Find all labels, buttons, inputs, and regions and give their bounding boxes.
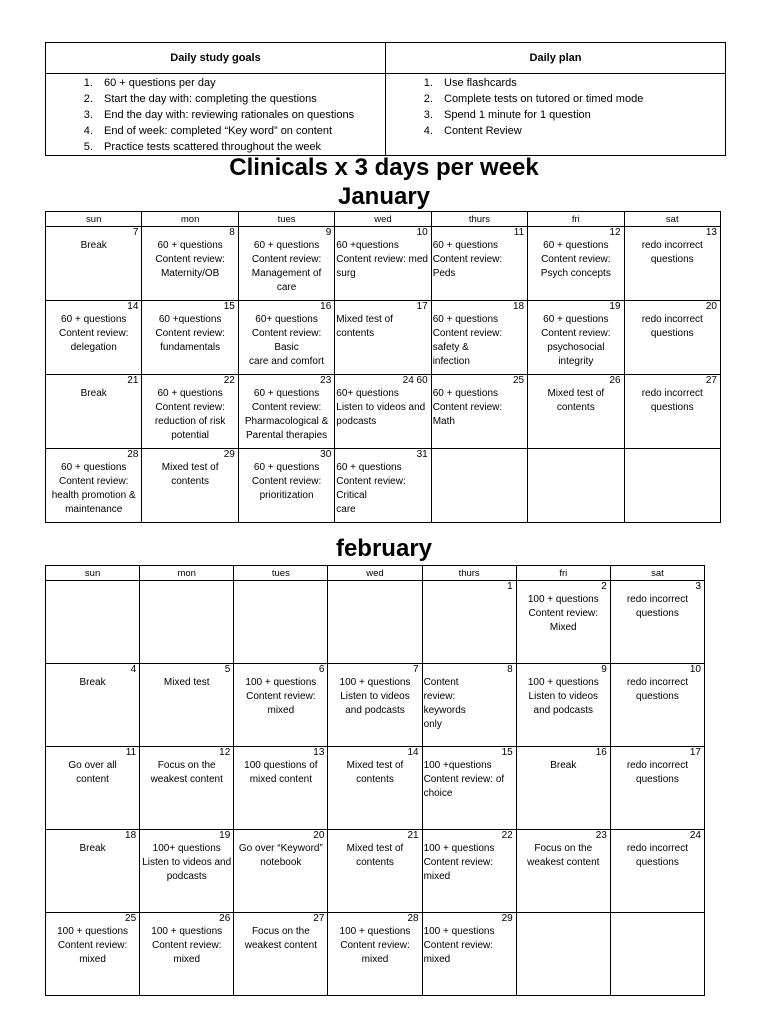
day-number: 8 bbox=[507, 664, 513, 675]
day-plan-text: 60 + questions Content review: health promotion & maintenance bbox=[51, 462, 136, 515]
day-plan-text: redo incorrect questions bbox=[641, 240, 703, 265]
weekday-header: wed bbox=[328, 566, 422, 581]
day-number bbox=[432, 449, 527, 461]
day-plan-text: Mixed test of contents bbox=[346, 843, 404, 868]
calendar-day-cell bbox=[234, 913, 328, 996]
calendar-day-cell bbox=[46, 913, 140, 996]
calendar-day-cell bbox=[238, 375, 334, 449]
day-plan-text: Go over “Keyword” notebook bbox=[238, 843, 323, 868]
day-plan-text: 100 + questions Content review: mixed bbox=[151, 926, 223, 965]
day-plan-text: 100 + questions Content review: mixed bbox=[245, 677, 317, 716]
calendar-day-cell bbox=[140, 913, 234, 996]
calendar-day-cell bbox=[46, 301, 142, 375]
day-number: 9 bbox=[325, 227, 332, 238]
day-number: 10 bbox=[416, 227, 428, 238]
calendar-day-cell bbox=[516, 747, 610, 830]
day-plan-text: 60+ questions Content review: Basic care and comfort bbox=[249, 314, 325, 367]
day-plan-text: 100 + questions Content review: mixed bbox=[423, 843, 495, 882]
january-calendar bbox=[45, 211, 721, 523]
daily-plan-header: Daily plan bbox=[386, 43, 726, 74]
calendar-day-cell bbox=[610, 830, 704, 913]
weekday-header-row bbox=[46, 566, 705, 581]
calendar-day-cell bbox=[431, 227, 527, 301]
day-plan-text: Focus on the weakest content bbox=[244, 926, 317, 951]
day-plan-text: 100 + questions Content review: mixed bbox=[57, 926, 129, 965]
weekday-header: mon bbox=[140, 566, 234, 581]
calendar-day-cell bbox=[140, 581, 234, 664]
day-plan-text: 60 + questions Content review: prioritization bbox=[251, 462, 322, 501]
calendar-day-cell bbox=[142, 301, 238, 375]
calendar-day-cell bbox=[528, 449, 624, 523]
day-plan-text: 60 + questions Content review: Management of care bbox=[251, 240, 322, 293]
day-number: 23 bbox=[595, 830, 607, 841]
day-number: 21 bbox=[127, 375, 139, 386]
day-number: 21 bbox=[407, 830, 419, 841]
calendar-day-cell bbox=[140, 830, 234, 913]
day-number: 10 bbox=[689, 664, 701, 675]
day-plan-text: Go over all content bbox=[68, 760, 117, 785]
day-number: 22 bbox=[501, 830, 513, 841]
day-number: 16 bbox=[320, 301, 332, 312]
calendar-day-cell bbox=[335, 301, 431, 375]
day-plan-text: 60 + questions Content review: Critical care bbox=[336, 462, 406, 515]
day-plan-text: Break bbox=[79, 677, 106, 688]
daily-goals-cell bbox=[46, 74, 386, 156]
goal-item: 5. Practice tests scattered throughout the week bbox=[96, 139, 385, 155]
calendar-day-cell bbox=[422, 664, 516, 747]
calendar-day-cell bbox=[528, 301, 624, 375]
calendar-day-cell bbox=[328, 747, 422, 830]
weekday-header: wed bbox=[335, 212, 431, 227]
day-number: 13 bbox=[313, 747, 325, 758]
calendar-day-cell bbox=[140, 747, 234, 830]
plan-item: 3. Spend 1 minute for 1 question bbox=[436, 107, 725, 123]
day-plan-text: 60 + questions Content review: delegation bbox=[58, 314, 129, 353]
day-number: 7 bbox=[132, 227, 139, 238]
calendar-day-cell bbox=[624, 375, 720, 449]
goal-item: 2. Start the day with: completing the questions bbox=[96, 91, 385, 107]
day-number: 1 bbox=[507, 581, 513, 592]
calendar-day-cell bbox=[46, 581, 140, 664]
day-plan-text: 60 + questions Content review: psychosocial integrity bbox=[541, 314, 611, 367]
calendar-day-cell bbox=[46, 747, 140, 830]
day-number: 20 bbox=[705, 301, 717, 312]
weekday-header: mon bbox=[142, 212, 238, 227]
calendar-week-row bbox=[46, 581, 705, 664]
calendar-week-row bbox=[46, 913, 705, 996]
day-number: 19 bbox=[219, 830, 231, 841]
weekday-header: sun bbox=[46, 212, 142, 227]
calendar-day-cell bbox=[335, 227, 431, 301]
day-plan-text: 100+ questions Listen to videos and podcasts bbox=[142, 843, 232, 882]
day-plan-text: redo incorrect questions bbox=[626, 760, 688, 785]
calendar-day-cell bbox=[234, 581, 328, 664]
day-plan-text: 60 +questions Content review: fundamentals bbox=[155, 314, 225, 353]
day-plan-text: 60 + questions Content review: safety & infection bbox=[432, 314, 503, 367]
day-plan-text: 60 + questions Content review: Maternity/OB bbox=[155, 240, 225, 279]
calendar-day-cell bbox=[610, 913, 704, 996]
day-number: 12 bbox=[609, 227, 621, 238]
day-number: 18 bbox=[512, 301, 525, 312]
calendar-day-cell bbox=[431, 449, 527, 523]
day-number: 16 bbox=[595, 747, 607, 758]
day-number: 14 bbox=[127, 301, 139, 312]
calendar-day-cell bbox=[422, 581, 516, 664]
day-plan-text: 60 + questions Content review: Peds bbox=[432, 240, 503, 279]
weekday-header: fri bbox=[516, 566, 610, 581]
goal-item: 3. End the day with: reviewing rationales on questions bbox=[96, 107, 385, 123]
day-number bbox=[234, 581, 327, 593]
weekday-header: sun bbox=[46, 566, 140, 581]
day-number: 30 bbox=[320, 449, 332, 460]
calendar-week-row bbox=[46, 449, 721, 523]
calendar-day-cell bbox=[238, 301, 334, 375]
calendar-week-row bbox=[46, 830, 705, 913]
day-number: 25 bbox=[512, 375, 525, 386]
day-number: 24 bbox=[689, 830, 701, 841]
study-goals-table bbox=[45, 42, 726, 156]
plan-item: 4. Content Review bbox=[436, 123, 725, 139]
calendar-day-cell bbox=[624, 227, 720, 301]
day-number bbox=[46, 581, 139, 593]
calendar-week-row bbox=[46, 227, 721, 301]
day-number: 24 60 bbox=[402, 375, 428, 386]
day-plan-text: Mixed test bbox=[163, 677, 210, 688]
day-number: 9 bbox=[601, 664, 607, 675]
day-number: 20 bbox=[313, 830, 325, 841]
calendar-week-row bbox=[46, 375, 721, 449]
calendar-day-cell bbox=[328, 830, 422, 913]
day-number: 26 bbox=[219, 913, 231, 924]
calendar-week-row bbox=[46, 747, 705, 830]
calendar-day-cell bbox=[422, 747, 516, 830]
day-number: 22 bbox=[223, 375, 235, 386]
daily-goals-list bbox=[46, 75, 385, 155]
calendar-day-cell bbox=[238, 227, 334, 301]
day-number: 23 bbox=[320, 375, 332, 386]
day-number: 11 bbox=[125, 747, 137, 758]
day-plan-text: 60 + questions Content review: Math bbox=[432, 388, 503, 427]
day-plan-text: 100 + questions Content review: Mixed bbox=[527, 594, 599, 633]
day-plan-text: 100 + questions Content review: mixed bbox=[423, 926, 495, 965]
day-plan-text: redo incorrect questions bbox=[626, 677, 688, 702]
day-number: 4 bbox=[130, 664, 137, 675]
day-plan-text: redo incorrect questions bbox=[641, 388, 703, 413]
weekday-header: fri bbox=[528, 212, 624, 227]
day-plan-text: 60 + questions Content review: Psych concepts bbox=[540, 240, 611, 279]
day-number: 28 bbox=[127, 449, 139, 460]
calendar-day-cell bbox=[516, 913, 610, 996]
goal-item: 1. 60 + questions per day bbox=[96, 75, 385, 91]
plan-item: 1. Use flashcards bbox=[436, 75, 725, 91]
calendar-week-row bbox=[46, 301, 721, 375]
day-plan-text: 60 + questions Content review: reduction of risk potential bbox=[154, 388, 226, 441]
day-plan-text: 100 + questions Content review: mixed bbox=[339, 926, 411, 965]
calendar-day-cell bbox=[516, 664, 610, 747]
calendar-day-cell bbox=[46, 227, 142, 301]
weekday-header: sat bbox=[610, 566, 704, 581]
day-number: 31 bbox=[416, 449, 428, 460]
goal-item: 4. End of week: completed “Key word” on content bbox=[96, 123, 385, 139]
day-number bbox=[517, 913, 610, 925]
day-number: 6 bbox=[318, 664, 325, 675]
calendar-day-cell bbox=[328, 664, 422, 747]
day-number: 18 bbox=[125, 830, 137, 841]
calendar-day-cell bbox=[234, 664, 328, 747]
calendar-day-cell bbox=[422, 913, 516, 996]
day-number: 25 bbox=[125, 913, 137, 924]
day-number: 27 bbox=[705, 375, 717, 386]
weekday-header: thurs bbox=[422, 566, 516, 581]
day-number bbox=[140, 581, 233, 593]
day-number: 13 bbox=[705, 227, 717, 238]
day-plan-text: Break bbox=[80, 240, 107, 251]
calendar-day-cell bbox=[422, 830, 516, 913]
calendar-day-cell bbox=[328, 581, 422, 664]
day-plan-text: 100 + questions Listen to videos and podcasts bbox=[527, 677, 599, 716]
day-plan-text: redo incorrect questions bbox=[641, 314, 703, 339]
daily-plan-list bbox=[386, 75, 725, 139]
day-number bbox=[611, 913, 704, 925]
day-plan-text: 60+ questions Listen to videos and podcasts bbox=[336, 388, 426, 427]
calendar-day-cell bbox=[624, 449, 720, 523]
day-number: 5 bbox=[224, 664, 231, 675]
day-number: 15 bbox=[501, 747, 513, 758]
day-number bbox=[625, 449, 720, 461]
day-number: 27 bbox=[313, 913, 325, 924]
weekday-header-row bbox=[46, 212, 721, 227]
day-number: 17 bbox=[689, 747, 701, 758]
calendar-day-cell bbox=[234, 830, 328, 913]
day-plan-text: Mixed test of contents bbox=[547, 388, 605, 413]
weekday-header: tues bbox=[234, 566, 328, 581]
day-number: 17 bbox=[416, 301, 428, 312]
weekday-header: thurs bbox=[431, 212, 527, 227]
day-plan-text: 60 +questions Content review: med surg bbox=[336, 240, 428, 279]
day-plan-text: Focus on the weakest content bbox=[150, 760, 223, 785]
calendar-day-cell bbox=[46, 449, 142, 523]
plan-item: 2. Complete tests on tutored or timed mode bbox=[436, 91, 725, 107]
february-title: february bbox=[335, 535, 433, 562]
day-number: 28 bbox=[407, 913, 419, 924]
weekday-header: tues bbox=[238, 212, 334, 227]
calendar-day-cell bbox=[335, 375, 431, 449]
calendar-day-cell bbox=[46, 375, 142, 449]
day-number: 3 bbox=[695, 581, 701, 592]
calendar-day-cell bbox=[46, 830, 140, 913]
calendar-day-cell bbox=[142, 227, 238, 301]
calendar-day-cell bbox=[238, 449, 334, 523]
day-number: 12 bbox=[219, 747, 231, 758]
calendar-day-cell bbox=[516, 830, 610, 913]
day-plan-text: Mixed test of contents bbox=[161, 462, 219, 487]
calendar-day-cell bbox=[140, 664, 234, 747]
day-number: 2 bbox=[601, 581, 607, 592]
calendar-day-cell bbox=[328, 913, 422, 996]
day-number: 29 bbox=[501, 913, 513, 924]
day-plan-text: Content review: keywords only bbox=[423, 677, 466, 730]
calendar-day-cell bbox=[624, 301, 720, 375]
calendar-day-cell bbox=[431, 301, 527, 375]
calendar-day-cell bbox=[610, 581, 704, 664]
calendar-day-cell bbox=[610, 664, 704, 747]
calendar-day-cell bbox=[142, 375, 238, 449]
calendar-day-cell bbox=[234, 747, 328, 830]
february-calendar bbox=[45, 565, 705, 996]
january-title: January bbox=[337, 183, 431, 210]
day-plan-text: Break bbox=[550, 760, 577, 771]
daily-goals-header: Daily study goals bbox=[46, 43, 386, 74]
day-number bbox=[328, 581, 421, 593]
day-number bbox=[528, 449, 623, 461]
calendar-day-cell bbox=[431, 375, 527, 449]
day-plan-text: 100 +questions Content review: of choice bbox=[423, 760, 505, 799]
day-plan-text: Focus on the weakest content bbox=[527, 843, 600, 868]
weekday-header: sat bbox=[624, 212, 720, 227]
day-number: 15 bbox=[223, 301, 235, 312]
calendar-week-row bbox=[46, 664, 705, 747]
day-plan-text: 60 + questions Content review: Pharmacological & Parental therapies bbox=[244, 388, 329, 441]
day-plan-text: 100 + questions Listen to videos and podcasts bbox=[339, 677, 411, 716]
daily-plan-cell bbox=[386, 74, 726, 156]
day-plan-text: Mixed test of contents bbox=[336, 314, 393, 339]
day-plan-text: redo incorrect questions bbox=[626, 843, 688, 868]
calendar-day-cell bbox=[516, 581, 610, 664]
day-number: 7 bbox=[413, 664, 419, 675]
day-number: 29 bbox=[223, 449, 235, 460]
calendar-day-cell bbox=[142, 449, 238, 523]
day-number: 11 bbox=[513, 227, 525, 238]
calendar-day-cell bbox=[610, 747, 704, 830]
calendar-day-cell bbox=[335, 449, 431, 523]
day-plan-text: Mixed test of contents bbox=[346, 760, 404, 785]
day-plan-text: redo incorrect questions bbox=[626, 594, 688, 619]
calendar-day-cell bbox=[528, 375, 624, 449]
day-plan-text: Break bbox=[80, 388, 107, 399]
day-plan-text: Break bbox=[79, 843, 106, 854]
day-number: 14 bbox=[407, 747, 419, 758]
day-number: 19 bbox=[609, 301, 621, 312]
page-title: Clinicals x 3 days per week bbox=[229, 154, 539, 181]
calendar-day-cell bbox=[528, 227, 624, 301]
day-number: 8 bbox=[229, 227, 235, 238]
day-number: 26 bbox=[609, 375, 621, 386]
calendar-day-cell bbox=[46, 664, 140, 747]
day-plan-text: 100 questions of mixed content bbox=[244, 760, 318, 785]
